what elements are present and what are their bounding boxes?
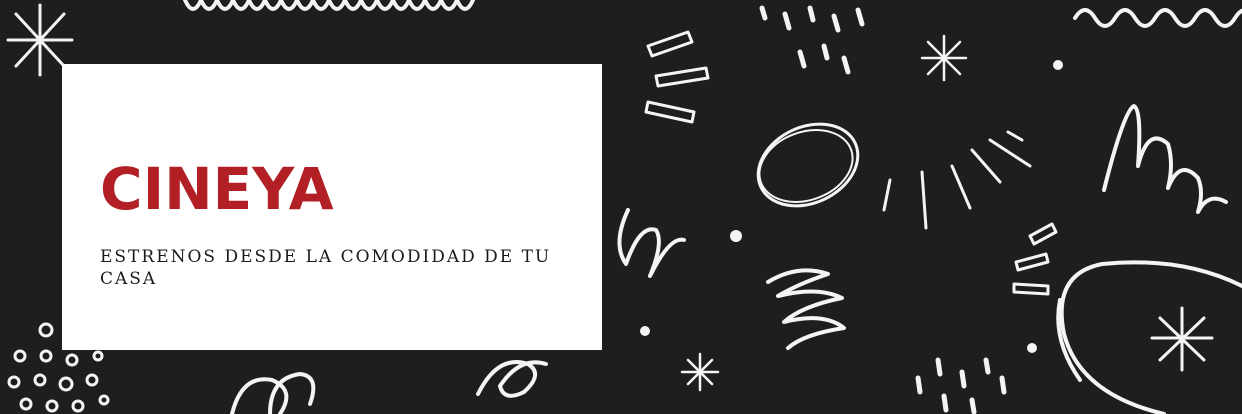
wave-top-right	[1075, 10, 1242, 26]
rain-dashes-bottom	[918, 360, 1004, 412]
brand-tagline: ESTRENOS DESDE LA COMODIDAD DE TU CASA	[100, 247, 552, 289]
asterisk-icon-bottom-right	[1152, 308, 1212, 370]
squiggle-top	[185, 0, 473, 9]
zigzag-right	[1104, 106, 1226, 212]
asterisk-icon-top-middle	[922, 36, 966, 80]
asterisk-icon-bottom-center	[682, 354, 718, 390]
zigzag-center-bottom	[768, 270, 844, 348]
slanted-dashes-right	[1014, 224, 1056, 294]
loops-bottom-left	[232, 374, 313, 414]
dot-bottom-right	[1027, 343, 1037, 353]
rain-dashes-top	[762, 8, 862, 72]
dot-bottom-center	[640, 326, 650, 336]
zigzag-center-left	[619, 210, 684, 276]
dot-top-right	[1053, 60, 1063, 70]
large-loop-bottom-right	[1058, 262, 1242, 414]
sunburst-lines	[884, 132, 1030, 228]
dot-center	[730, 230, 742, 242]
brand-title: CINEYA	[100, 155, 334, 223]
title-card	[62, 64, 602, 350]
loops-bottom-center	[478, 362, 546, 396]
slanted-dashes-top	[646, 32, 708, 122]
